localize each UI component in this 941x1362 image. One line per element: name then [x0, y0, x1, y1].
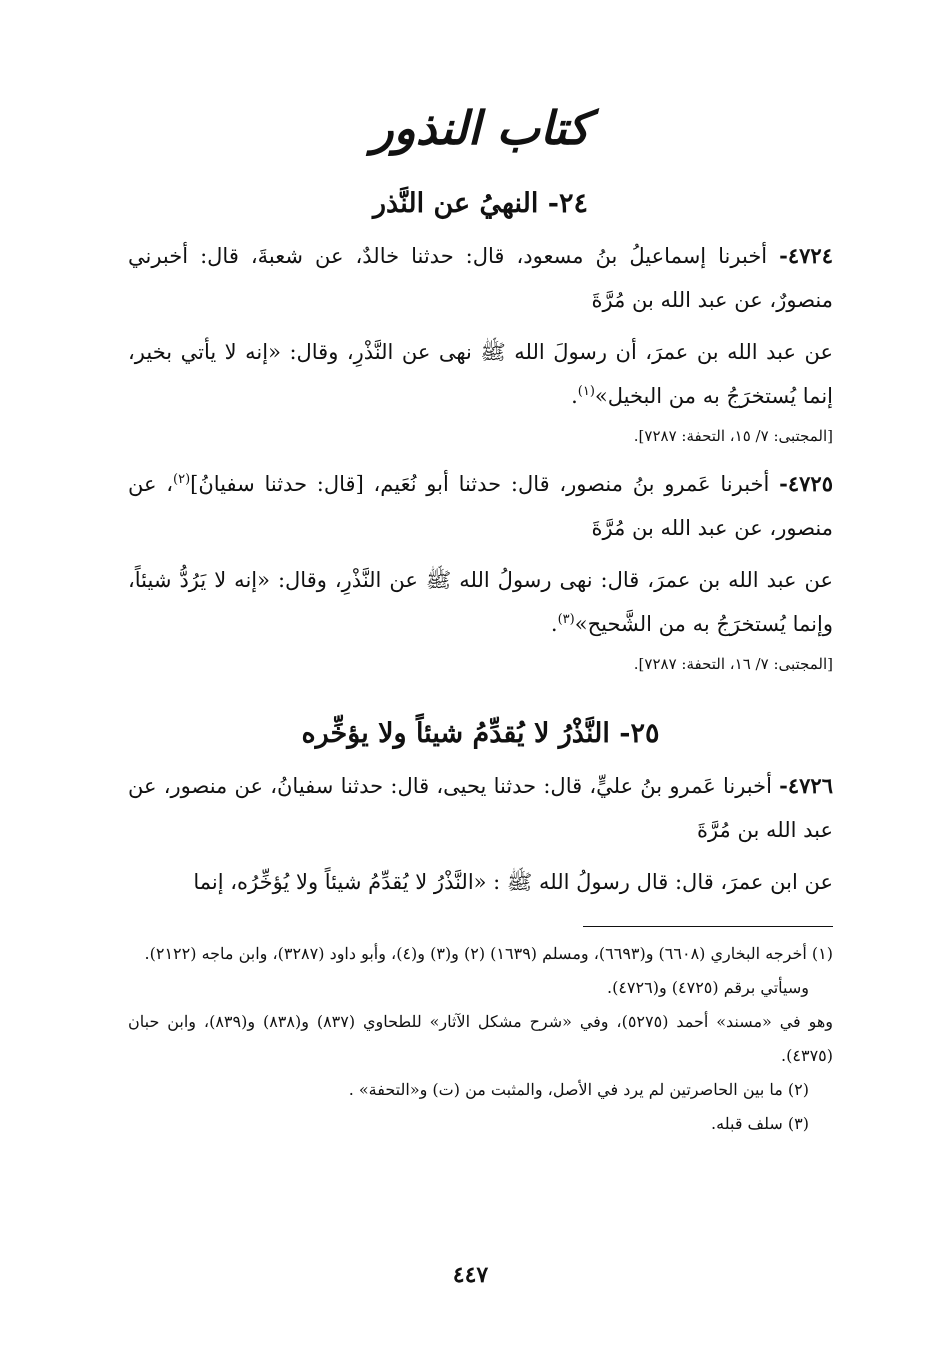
footnote: (١) أخرجه البخاري (٦٦٠٨) و(٦٦٩٣)، ومسلم (١٦٣٩) (٢) و(٣) و(٤)، وأبو داود (٣٢٨٧)، وابن ماجه (٢١٢٢).	[144, 944, 833, 963]
chapter-title: ٢٤- النهيُ عن النَّذر	[373, 188, 588, 219]
hadith-reference: [المجتبى: ٧/ ١٦، التحفة: ٧٢٨٧].	[633, 655, 833, 673]
footnote: (٣) سلف قبله.	[711, 1114, 809, 1133]
hadith-number: ٤٧٢٥-	[779, 471, 833, 496]
footnote-marker: (٣)	[557, 612, 575, 627]
book-title: كتاب النذور	[371, 101, 590, 155]
hadith-number: ٤٧٢٤-	[779, 243, 833, 268]
matn-text: عن عبد الله بن عمرَ، أن رسولَ الله ﷺ نهى عن النَّذْرِ، وقال: «إنه لا يأتي بخير، إنما يُستخرَجُ به من البخيل»	[128, 340, 833, 408]
footnote-marker: (١)	[577, 384, 595, 399]
isnad-text: أخبرنا عَمرو بنُ عليٍّ، قال: حدثنا يحيى، قال: حدثنا سفيانُ، عن منصور، عن عبد الله بن مُرَّةَ	[128, 774, 833, 842]
matn-text: عن عبد الله بن عمرَ، قال: نهى رسولُ الله ﷺ عن النَّذْرِ، وقال: «إنه لا يَرُدُّ شيئاً، وإنما يُستخرَجُ به من الشَّحيح»	[128, 568, 833, 636]
footnote-marker: (٢)	[173, 472, 191, 487]
isnad-text: أخبرنا عَمرو بنُ منصور، قال: حدثنا أبو نُعَيم، [قال: حدثنا سفيانُ]	[190, 472, 770, 496]
hadith-matn	[128, 860, 833, 904]
page-body	[128, 60, 833, 1141]
isnad-text: أخبرنا إسماعيلُ بنُ مسعود، قال: حدثنا خالدٌ، عن شعبةَ، قال: أخبرني منصورٌ، عن عبد الله بن مُرَّةَ	[128, 244, 833, 312]
footnote: وهو في «مسند» أحمد (٥٢٧٥)، وفي «شرح مشكل الآثار» للطحاوي (٨٣٧) و(٨٣٨) و(٨٣٩)، وابن حبان (٤٣٧٥).	[128, 1012, 834, 1065]
page-number: ٤٤٧	[452, 1262, 489, 1288]
matn-text: عن ابن عمرَ، قال: قال رسولُ الله ﷺ : «النَّذْرُ لا يُقدِّمُ شيئاً ولا يُؤخِّرُه، إنما	[193, 870, 833, 894]
footnote: (٢) ما بين الحاصرتين لم يرد في الأصل، والمثبت من (ت) و«التحفة» .	[348, 1080, 809, 1099]
chapter-title: ٢٥- النَّذْرُ لا يُقدِّمُ شيئاً ولا يؤخِّره	[301, 718, 660, 749]
hadith-reference: [المجتبى: ٧/ ١٥، التحفة: ٧٢٨٧].	[633, 427, 833, 445]
footnote-separator	[583, 926, 833, 927]
hadith-isnad	[128, 764, 833, 852]
hadith-matn: عن عبد الله بن عمرَ، قال: نهى رسولُ الله ﷺ عن النَّذْرِ، وقال: «إنه لا يَرُدُّ شيئاً، وإنما يُستخرَجُ به من الشَّحيح»$^{(٣)}$.	[128, 568, 833, 636]
hadith-matn: عن عبد الله بن عمرَ، أن رسولَ الله ﷺ نهى عن النَّذْرِ، وقال: «إنه لا يأتي بخير، إنما يُستخرَجُ به من البخيل»$^{(١)}$.	[128, 340, 833, 408]
hadith-number: ٤٧٢٦-	[779, 773, 833, 798]
hadith-isnad	[128, 234, 833, 322]
footnote: وسيأتي برقم (٤٧٢٥) و(٤٧٢٦).	[607, 978, 809, 997]
hadith-isnad: ٤٧٢٥- أخبرنا عَمرو بنُ منصور، قال: حدثنا أبو نُعَيم، [قال: حدثنا سفيانُ]$^{(٢)}$، عن منصور، عن عبد الله بن مُرَّةَ	[128, 471, 833, 540]
